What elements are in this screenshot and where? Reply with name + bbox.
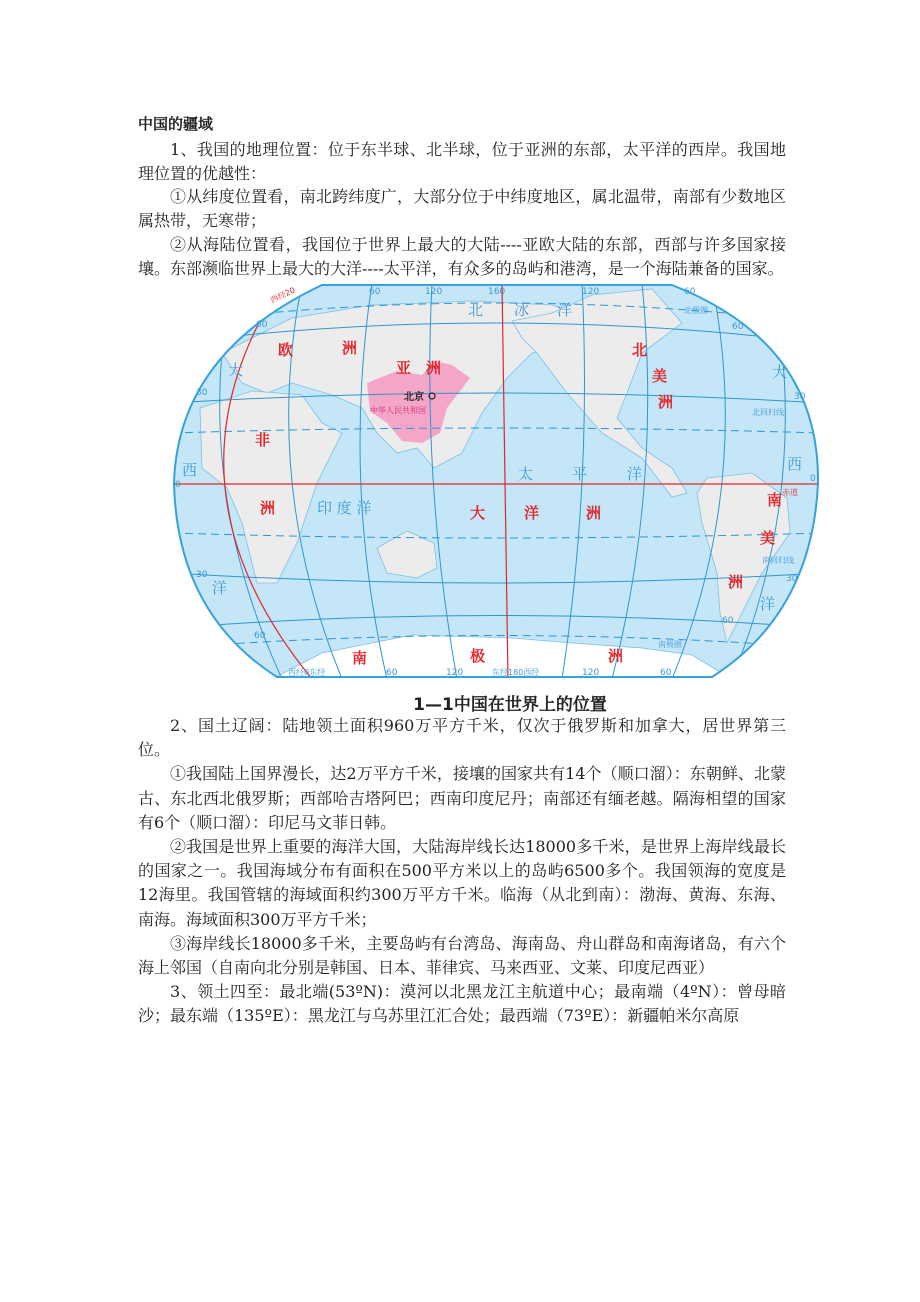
deg-lat0-left: 0 bbox=[175, 480, 181, 490]
label-pacific-1: 太 bbox=[518, 465, 534, 483]
deg-lat0-right: 0 bbox=[810, 474, 816, 484]
label-europe-1: 欧 bbox=[278, 341, 294, 359]
label-antarctica-3: 洲 bbox=[608, 647, 624, 665]
label-namerica-2: 美 bbox=[652, 367, 668, 385]
label-equator: 赤道 bbox=[782, 488, 798, 497]
deg-slat60-left: 60 bbox=[254, 631, 266, 641]
deg-bottom-120w: 120 bbox=[582, 668, 600, 678]
deg-lat60-left: 60 bbox=[256, 320, 268, 330]
label-oceania-1: 大 bbox=[470, 504, 486, 522]
label-pacific-2: 平 bbox=[572, 465, 588, 483]
document-title: 中国的疆域 bbox=[138, 115, 214, 133]
label-namerica-1: 北 bbox=[632, 341, 648, 359]
paragraph: ②从海陆位置看，我国位于世界上最大的大陆----亚欧大陆的东部，西部与许多国家接壤。东部濒临世界上最大的大洋----太平洋，有众多的岛屿和港湾，是一个海陆兼备的国家。 bbox=[138, 234, 786, 278]
label-pacific-3: 洋 bbox=[627, 465, 643, 483]
deg-top-60: 60 bbox=[369, 287, 381, 297]
section-territory bbox=[138, 714, 786, 1029]
label-asia-2: 洲 bbox=[426, 359, 442, 377]
label-europe-2: 洲 bbox=[342, 339, 358, 357]
label-atlantic-r1: 大 bbox=[772, 363, 788, 381]
china-label: 中华人民共和国 bbox=[370, 406, 426, 415]
label-arctic-2: 冰 bbox=[514, 301, 530, 319]
paragraph: ②我国是世界上重要的海洋大国，大陆海岸线长达18000多千米，是世界上海岸线最长的国家之一。我国海域分布有面积在500平方米以上的岛屿6500多个。我国领海的宽度是12海里。我国管辖的海域面积约300万平方千米。临海（从北到南）：渤海、黄海、东海、南海。海域面积300万平方千米； bbox=[138, 837, 786, 929]
label-atlantic-l3: 洋 bbox=[212, 579, 228, 597]
label-tropic-n: 北回归线 bbox=[752, 408, 784, 417]
label-antarctica-2: 极 bbox=[470, 647, 486, 665]
label-atlantic-l1: 大 bbox=[228, 361, 244, 379]
label-tropic-s: 南回归线 bbox=[762, 556, 794, 565]
deg-top-60w: 60 bbox=[684, 287, 696, 297]
deg-bottom-60w: 60 bbox=[660, 668, 672, 678]
label-arctic-1: 北 bbox=[468, 301, 484, 319]
label-west20: 西经20 bbox=[269, 285, 297, 305]
section-geographic-position bbox=[138, 138, 786, 280]
label-africa-1: 非 bbox=[255, 431, 271, 449]
label-oceania-3: 洲 bbox=[586, 504, 602, 522]
deg-bottom-120: 120 bbox=[446, 668, 464, 678]
label-arctic-circle: 北极圈 bbox=[684, 306, 708, 315]
beijing-label: 北京 bbox=[404, 392, 424, 403]
deg-lat60-right: 60 bbox=[732, 322, 744, 332]
label-e180w: 东经180西经 bbox=[492, 668, 540, 677]
deg-top-120w: 120 bbox=[582, 287, 600, 297]
figure-caption: 1—1中国在世界上的位置 bbox=[413, 695, 607, 715]
world-map bbox=[172, 283, 820, 679]
label-oceania-2: 洋 bbox=[524, 504, 540, 522]
label-atlantic-l2: 西 bbox=[182, 461, 198, 479]
label-namerica-3: 洲 bbox=[658, 393, 674, 411]
deg-top-160: 160 bbox=[488, 287, 506, 297]
deg-lat30-right: 30 bbox=[794, 392, 806, 402]
label-samerica-2: 美 bbox=[760, 529, 776, 547]
paragraph: 3、领土四至：最北端(53ºN)：漠河以北黑龙江主航道中心；最南端（4ºN）：曾母暗沙；最东端（135ºE）：黑龙江与乌苏里江汇合处；最西端（73ºE）：新疆帕米尔高原 bbox=[138, 982, 786, 1026]
label-africa-2: 洲 bbox=[260, 499, 276, 517]
label-atlantic-r2: 西 bbox=[787, 455, 803, 473]
deg-top-120: 120 bbox=[425, 287, 443, 297]
label-arctic-3: 洋 bbox=[557, 301, 573, 319]
label-indian: 印 度 洋 bbox=[317, 499, 372, 517]
label-samerica-1: 南 bbox=[767, 491, 783, 509]
label-antarctica-1: 南 bbox=[352, 649, 368, 667]
deg-slat30-right: 30 bbox=[786, 574, 798, 584]
paragraph: ①我国陆上国界漫长，达2万平方千米，接壤的国家共有14个（顺口溜）：东朝鲜、北蒙古、东北西北俄罗斯；西部哈吉塔阿巴；西南印度尼丹；南部还有缅老越。隔海相望的国家有6个（顺口溜）：印尼马文菲日韩。 bbox=[138, 764, 786, 832]
deg-lat30-left: 30 bbox=[196, 388, 208, 398]
paragraph: ③海岸线长18000多千米，主要岛屿有台湾岛、海南岛、舟山群岛和南海诸岛，有六个海上邻国（自南向北分别是韩国、日本、菲律宾、马来西亚、文莱、印度尼西亚） bbox=[138, 933, 786, 978]
deg-bottom-60: 60 bbox=[386, 668, 398, 678]
label-samerica-3: 洲 bbox=[728, 573, 744, 591]
label-asia-1: 亚 bbox=[396, 359, 412, 377]
world-map-figure bbox=[172, 283, 820, 679]
paragraph: 2、国土辽阔：陆地领土面积960万平方千米，仅次于俄罗斯和加拿大，居世界第三位。 bbox=[138, 716, 786, 760]
paragraph: ①从纬度位置看，南北跨纬度广，大部分位于中纬度地区，属北温带，南部有少数地区属热带，无寒带； bbox=[138, 187, 786, 231]
paragraph: 1、我国的地理位置：位于东半球、北半球，位于亚洲的东部，太平洋的西岸。我国地理位置的优越性： bbox=[138, 140, 786, 183]
label-w0e: 西经0东经 bbox=[288, 668, 326, 677]
label-antarctic-circle: 南极圈 bbox=[658, 640, 682, 649]
deg-slat60-right: 60 bbox=[722, 616, 734, 626]
label-atlantic-r3: 洋 bbox=[760, 595, 776, 613]
deg-slat30-left: 30 bbox=[196, 570, 208, 580]
